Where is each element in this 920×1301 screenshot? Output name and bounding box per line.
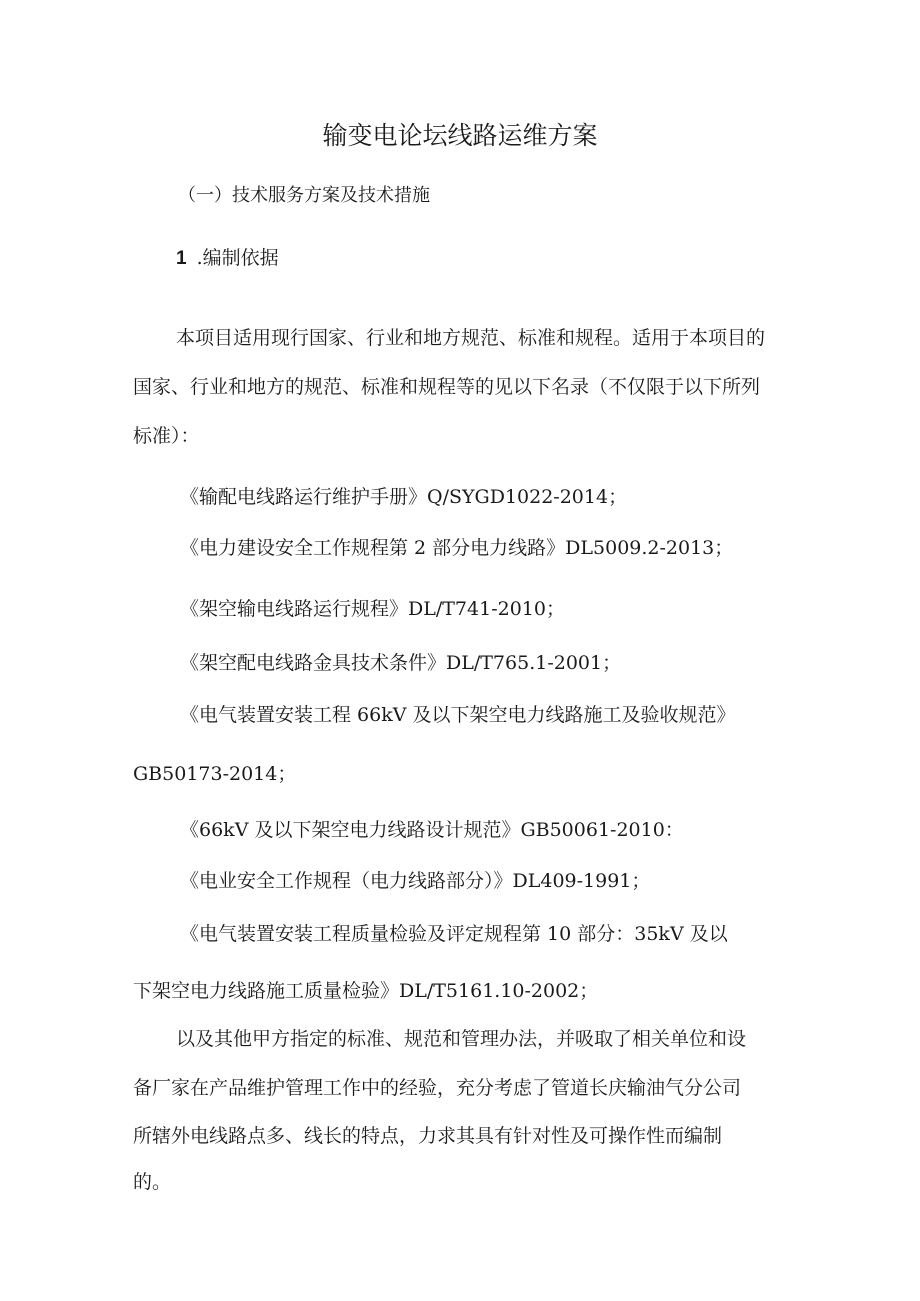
reference-item: 《66kV 及以下架空电力线路设计规范》GB50061-2010： [180, 819, 684, 841]
intro-paragraph-line: 国家、行业和地方的规范、标准和规程等的见以下名录（不仅限于以下所列 [133, 376, 761, 398]
document-title: 输变电论坛线路运维方案 [322, 121, 598, 150]
reference-item: 《电力建设安全工作规程第 2 部分电力线路》DL5009.2-2013； [180, 537, 734, 559]
reference-item-continuation: GB50173-2014； [133, 763, 297, 785]
subsection-heading [176, 246, 279, 271]
closing-paragraph-line: 备厂家在产品维护管理工作中的经验，充分考虑了管道长庆输油气分公司 [133, 1077, 742, 1099]
closing-paragraph-line: 以及其他甲方指定的标准、规范和管理办法，并吸取了相关单位和设 [176, 1028, 747, 1050]
intro-paragraph-line: 本项目适用现行国家、行业和地方规范、标准和规程。适用于本项目的 [176, 327, 766, 349]
intro-paragraph-line: 标准）： [133, 425, 200, 447]
section-heading: （一）技术服务方案及技术措施 [178, 185, 430, 206]
closing-paragraph-line: 所辖外电线路点多、线长的特点，力求其具有针对性及可操作性而编制 [133, 1125, 723, 1147]
reference-item: 《电气装置安装工程质量检验及评定规程第 10 部分：35kV 及以 [180, 923, 728, 945]
subsection-label: .编制依据 [196, 247, 279, 269]
closing-paragraph-line: 的。 [133, 1171, 172, 1193]
reference-item-continuation: 下架空电力线路施工质量检验》DL/T5161.10-2002； [133, 980, 599, 1002]
reference-item: 《电气装置安装工程 66kV 及以下架空电力线路施工及验收规范》 [180, 704, 736, 726]
reference-item: 《输配电线路运行维护手册》Q/SYGD1022-2014； [180, 486, 628, 508]
subsection-number: 1 [176, 248, 187, 269]
reference-item: 《架空输电线路运行规程》DL/T741-2010； [180, 598, 565, 620]
reference-item: 《架空配电线路金具技术条件》DL/T765.1-2001； [180, 652, 622, 674]
reference-item: 《电业安全工作规程（电力线路部分）》DL409-1991； [180, 870, 651, 892]
